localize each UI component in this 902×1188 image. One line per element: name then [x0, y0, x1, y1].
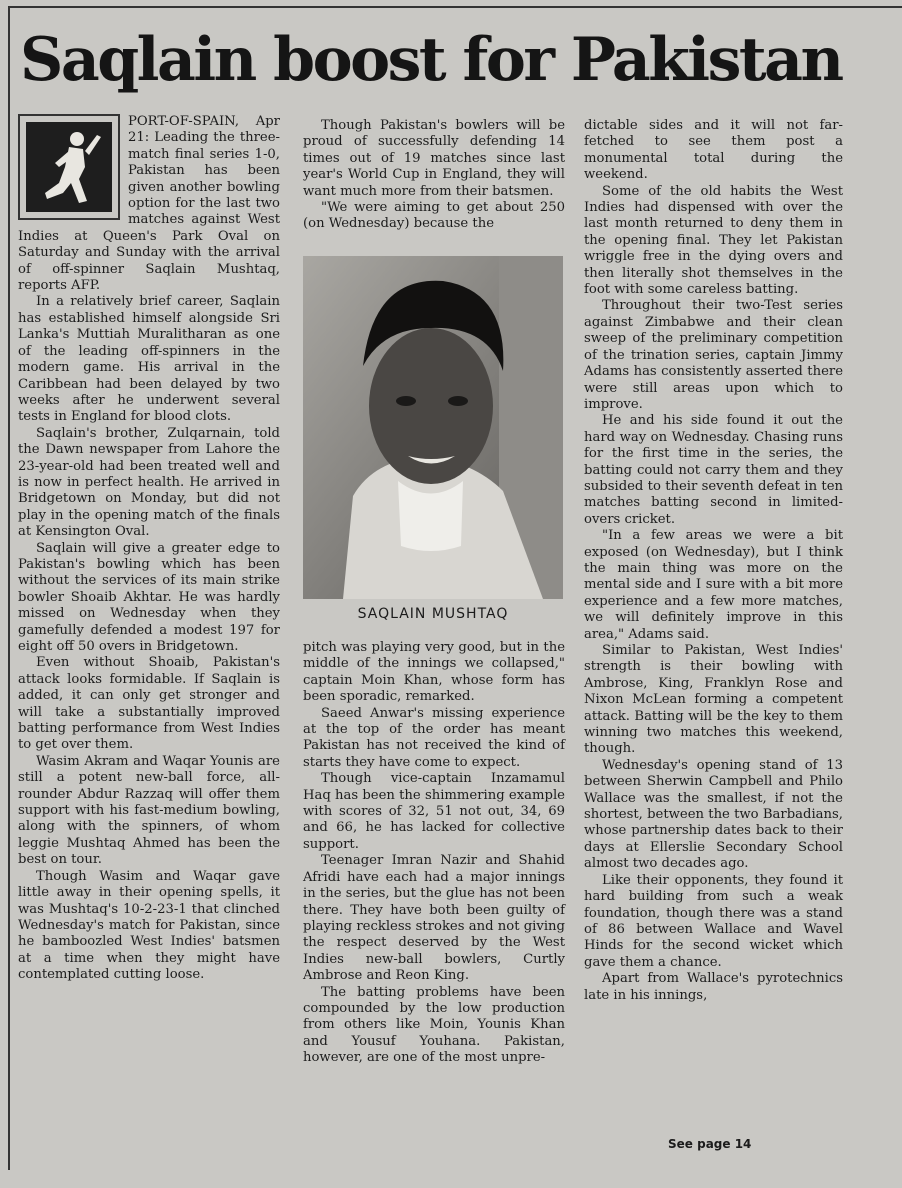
paragraph: In a relatively brief career, Saqlain has established himself alongside Sri Lanka's Muttiah Muralitharan as one of the leading off-spinners in the modern game. His arrival in the Caribbean had been delayed by two weeks after he underwent several tests in England for blood clots.: [18, 294, 280, 425]
player-photo: [303, 256, 563, 599]
top-rule: [8, 6, 902, 8]
paragraph: Like their opponents, they found it hard building from such a weak foundation, though there was a stand of 86 between Wallace and Wavel Hinds for the second wicket which gave them a chance.: [584, 872, 843, 970]
headline: Saqlain boost for Pakistan: [20, 25, 842, 95]
column-1: [18, 114, 280, 984]
cricket-batsman-icon: [33, 127, 105, 207]
paragraph: He and his side found it out the hard way on Wednesday. Chasing runs for the first time in the series, the batting could not carry them and they subsided to their seventh defeat in ten matches batting second in limited-overs cricket.: [584, 413, 843, 527]
paragraph: dictable sides and it will not far-fetched to see them post a monumental total during the weekend.: [584, 118, 843, 183]
continued-on-page: See page 14: [668, 1137, 752, 1151]
left-rule: [8, 6, 10, 1170]
paragraph: Wasim Akram and Waqar Younis are still a potent new-ball force, all-rounder Abdur Razzaq will offer them support with his fast-medium bowling, along with the spinners, of whom leggie Mushtaq Ahmed has been the best on tour.: [18, 753, 280, 868]
paragraph: Even without Shoaib, Pakistan's attack looks formidable. If Saqlain is added, it can only get stronger and will take a substantially improved batting performance from West Indies to get over them.: [18, 655, 280, 753]
paragraph: Though vice-captain Inzamamul Haq has been the shimmering example with scores of 32, 51 not out, 34, 69 and 66, he has lacked for collective support.: [303, 771, 565, 852]
paragraph: "We were aiming to get about 250 (on Wednesday) because the: [303, 200, 565, 232]
paragraph: Apart from Wallace's pyrotechnics late in his innings,: [584, 971, 843, 1003]
paragraph: Wednesday's opening stand of 13 between Sherwin Campbell and Philo Wallace was the smallest, if not the shortest, between the two Barbadians, whose partnership dates back to their days at Ellerslie Secondary School almost two decades ago.: [584, 757, 843, 872]
paragraph: "In a few areas we were a bit exposed (on Wednesday), but I think the main thing was more on the mental side and I sure with a bit more experience and a few more matches, we will definitely improve in this area," Adams said.: [584, 528, 843, 642]
paragraph: Similar to Pakistan, West Indies' strength is their bowling with Ambrose, King, Franklyn Rose and Nixon McLean forming a competent attack. Batting will be the key to them winning two matches this weekend, though.: [584, 643, 843, 757]
paragraph: Saqlain's brother, Zulqarnain, told the Dawn newspaper from Lahore the 23-year-old had been treated well and is now in perfect health. He arrived in Bridgetown on Monday, but did not play in the opening match of the finals at Kensington Oval.: [18, 425, 280, 540]
paragraph: Some of the old habits the West Indies had dispensed with over the last month returned to deny them in the opening final. They let Pakistan wriggle free in the dying overs and then literally shot themselves in the foot with some careless batting.: [584, 183, 843, 298]
section-logo: [18, 114, 120, 220]
paragraph: PORT-OF-SPAIN, Apr 21: Leading the three-match final series 1-0, Pakistan has been given another bowling option for the last two matches against West Indies at Queen's Park Oval on Saturday and Sunday with the arrival of off-spinner Saqlain Mushtaq, reports AFP.: [18, 114, 280, 294]
paragraph: Though Wasim and Waqar gave little away in their opening spells, it was Mushtaq's 10-2-23-1 that clinched Wednesday's match for Pakistan, since he bamboozled West Indies' batsmen at a time when they might have contemplated cutting loose.: [18, 868, 280, 983]
paragraph: Throughout their two-Test series against Zimbabwe and their clean sweep of the preliminary competition of the trination series, captain Jimmy Adams has consistently asserted there were still areas upon which to improve.: [584, 298, 843, 412]
portrait-image: [303, 256, 563, 599]
paragraph: Teenager Imran Nazir and Shahid Afridi have each had a major innings in the series, but the glue has not been there. They have both been guilty of playing reckless strokes and not giving the respect deserved by the West Indies new-ball bowlers, Curtly Ambrose and Reon King.: [303, 853, 565, 984]
paragraph: The batting problems have been compounded by the low production from others like Moin, Younis Khan and Yousuf Youhana. Pakistan, however, are one of the most unpre-: [303, 984, 565, 1066]
paragraph: pitch was playing very good, but in the middle of the innings we collapsed," captain Moin Khan, whose form has been sporadic, remarked.: [303, 640, 565, 705]
photo-caption: SAQLAIN MUSHTAQ: [357, 606, 509, 622]
column-2-bottom: [303, 640, 565, 1067]
paragraph: Saeed Anwar's missing experience at the top of the order has meant Pakistan has not received the kind of starts they have come to expect.: [303, 705, 565, 770]
paragraph: Though Pakistan's bowlers will be proud of successfully defending 14 times out of 19 matches since last year's World Cup in England, they will want much more from their batsmen.: [303, 118, 565, 199]
paragraph: Saqlain will give a greater edge to Pakistan's bowling which has been without the services of its main strike bowler Shoaib Akhtar. He was hardly missed on Wednesday when they gamefully defended a modest 197 for eight off 50 overs in Bridgetown.: [18, 540, 280, 654]
column-2-top: [303, 118, 565, 233]
column-3: [584, 118, 843, 1004]
